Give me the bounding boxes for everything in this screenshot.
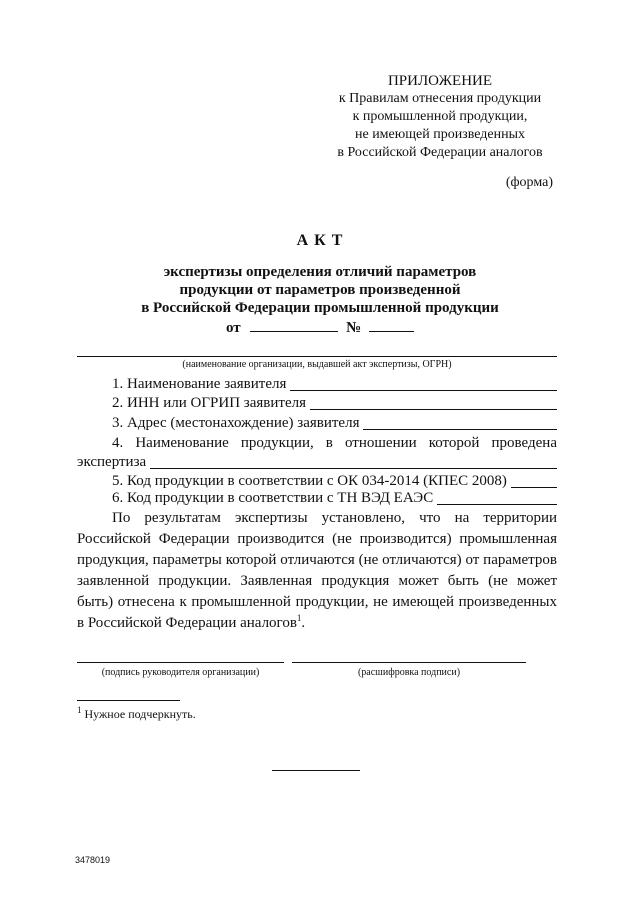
appendix-line: в Российской Федерации аналогов — [337, 145, 543, 160]
field-tnved-code[interactable] — [112, 489, 557, 508]
date-blank[interactable] — [250, 319, 338, 332]
field-blank[interactable] — [290, 390, 557, 391]
from-label: от — [226, 320, 241, 336]
document-code: 3478019 — [75, 855, 111, 865]
field-label: 1. Наименование заявителя — [112, 376, 287, 392]
field-label: 5. Код продукции в соответствии с ОК 034-2014 (КПЕС 2008) — [112, 473, 507, 489]
appendix-line: к Правилам отнесения продукции — [338, 91, 542, 106]
field-label: 2. ИНН или ОГРИП заявителя — [112, 395, 306, 411]
field-address[interactable] — [112, 414, 557, 433]
result-text: По результатам экспертизы установлено, что на территории Российской Федерации производится (не производится) промышленная продукция, параметры которой отличаются (не отличаются) от параметров заявленной продукции. Заявленная продукция может быть (не может быть) отнесена к промышленной продукции, не имеющей произведенных в Российской Федерации аналогов — [77, 510, 557, 631]
expertise-result-paragraph: По результатам экспертизы установлено, что на территории Российской Федерации производится (не производится) промышленная продукция, параметры которой отличаются (не отличаются) от параметров заявленной продукции. Заявленная продукция может быть (не может быть) отнесена к промышленной продукции, не имеющей произведенных в Российской Федерации аналогов$^1$. — [77, 510, 557, 631]
field-blank[interactable] — [310, 409, 557, 410]
appendix-header — [300, 72, 580, 162]
act-title: А К Т — [296, 232, 344, 249]
footnote-text: Нужное подчеркнуть. — [81, 707, 196, 721]
number-blank[interactable] — [369, 319, 414, 332]
act-date-number-line — [0, 319, 640, 337]
appendix-line: к промышленной продукции, — [352, 109, 528, 124]
appendix-line: не имеющей произведенных — [354, 127, 526, 142]
form-label: (форма) — [505, 175, 553, 190]
head-signature-line[interactable] — [77, 662, 284, 663]
field-product-name-label: 4. Наименование продукции, в отношении которой проведена — [112, 435, 557, 451]
organization-caption: (наименование организации, выдавшей акт экспертизы, ОГРН) — [182, 359, 452, 370]
field-applicant-name[interactable] — [112, 375, 557, 394]
act-subtitle-line: в Российской Федерации промышленной продукции — [141, 300, 499, 316]
field-blank[interactable] — [511, 487, 557, 488]
head-signature-caption: (подпись руководителя организации) — [101, 667, 260, 678]
field-inn[interactable] — [112, 394, 557, 413]
appendix-title: ПРИЛОЖЕНИЕ — [387, 73, 493, 89]
field-blank[interactable] — [363, 429, 557, 430]
footnote-separator — [77, 700, 180, 701]
end-separator — [272, 770, 360, 771]
number-label: № — [346, 320, 362, 336]
field-label: экспертиза — [77, 454, 147, 470]
signature-decoding-caption: (расшифровка подписи) — [357, 667, 461, 678]
act-subtitle-line: продукции от параметров произведенной — [179, 282, 461, 298]
field-blank[interactable] — [437, 504, 557, 505]
act-subtitle-line: экспертизы определения отличий параметров — [163, 264, 477, 280]
footnote-mark: 1 — [77, 705, 82, 715]
footnote — [77, 707, 196, 722]
field-label: 6. Код продукции в соответствии с ТН ВЭД ЕАЭС — [112, 490, 434, 506]
signature-decoding-line[interactable] — [292, 662, 526, 663]
act-title-block — [0, 232, 640, 337]
footnote-ref: 1 — [296, 613, 302, 623]
organization-line[interactable] — [77, 356, 557, 357]
field-label: 3. Адрес (местонахождение) заявителя — [112, 415, 360, 431]
field-blank[interactable] — [150, 468, 557, 469]
field-product-name[interactable] — [77, 453, 557, 472]
